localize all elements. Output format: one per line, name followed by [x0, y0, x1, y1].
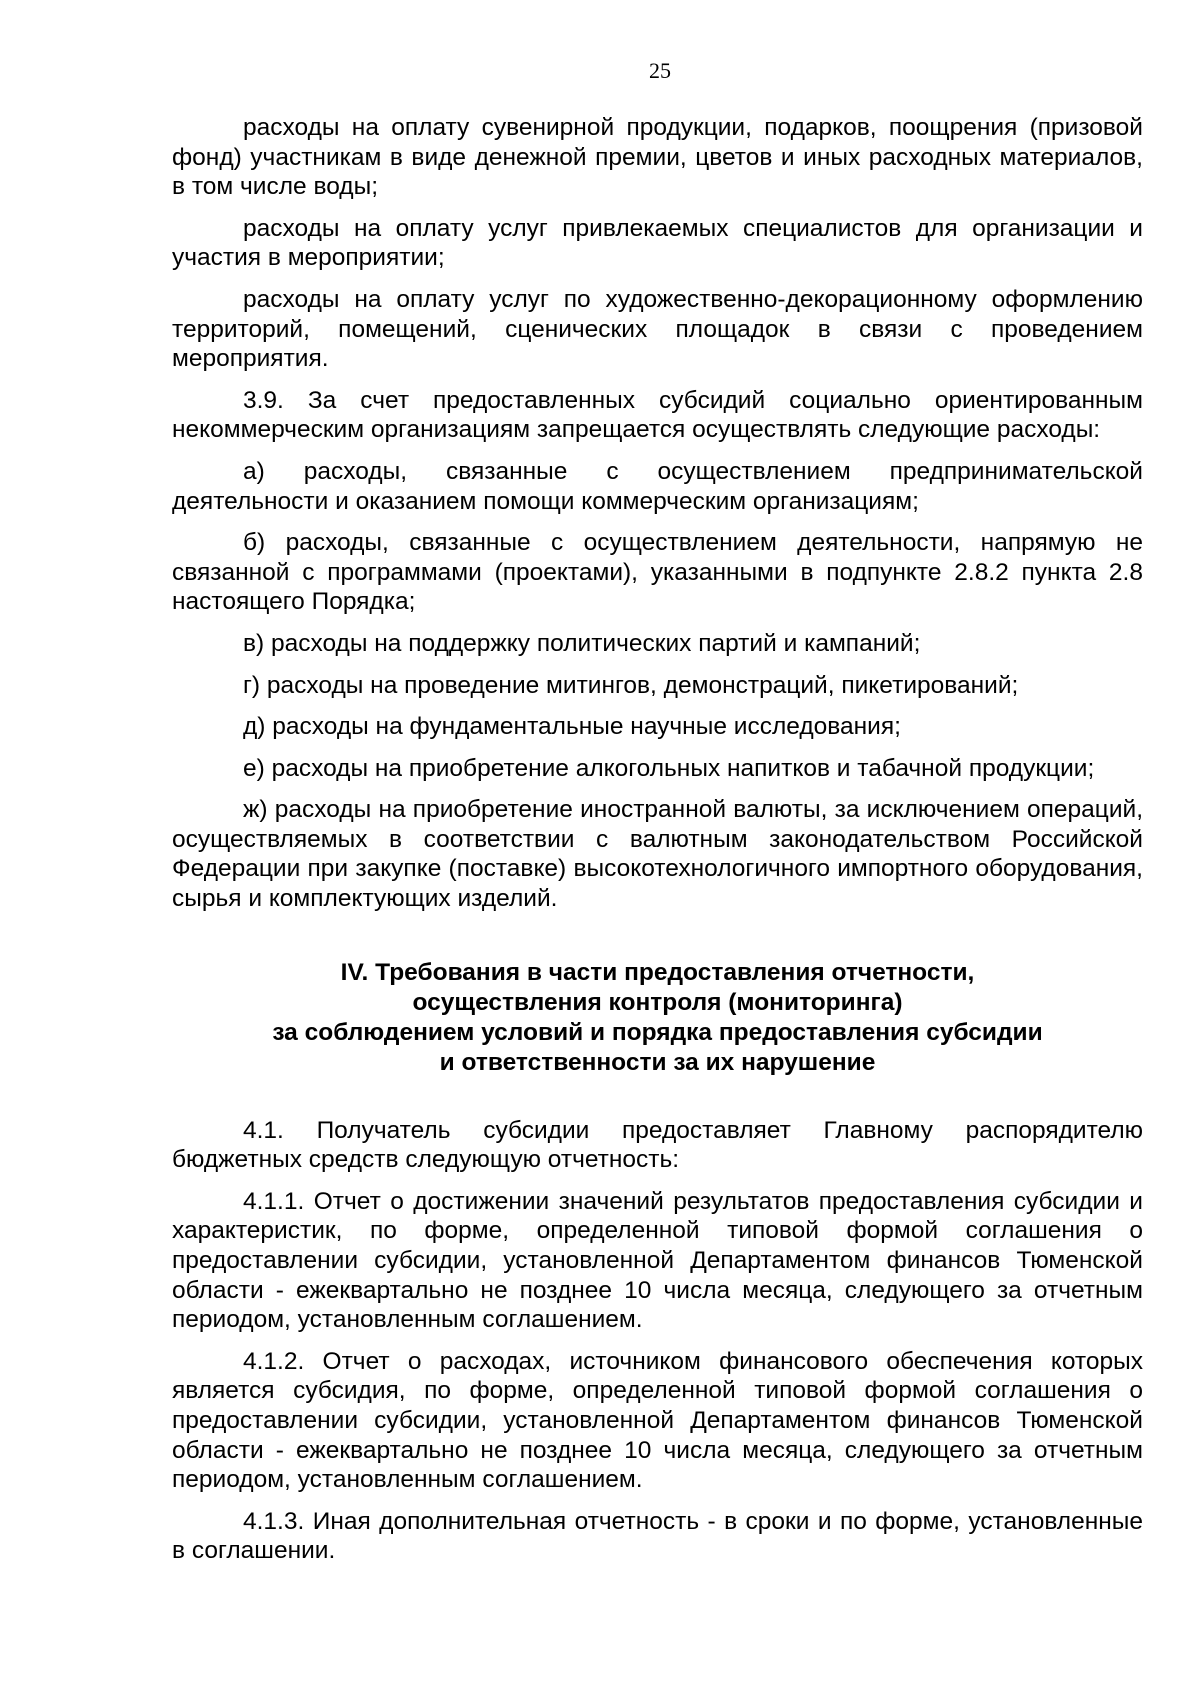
list-item-v: в) расходы на поддержку политических партий и кампаний; [243, 629, 921, 657]
paragraph-3-9: 3.9. За счет предоставленных субсидий социально ориентированным некоммерческим организациям запрещается осуществлять следующие расходы: [172, 386, 1143, 444]
list-item-a: а) расходы, связанные с осуществлением предпринимательской деятельности и оказанием помощи коммерческим организациям; [172, 457, 1143, 515]
paragraph-4-1: 4.1. Получатель субсидии предоставляет Главному распорядителю бюджетных средств следующую отчетность: [172, 1116, 1143, 1174]
list-item-b: б) расходы, связанные с осуществлением деятельности, напрямую не связанной с программами (проектами), указанными в подпункте 2.8.2 пункта 2.8 настоящего Порядка; [172, 529, 1143, 616]
paragraph-specialists-expenses: расходы на оплату услуг привлекаемых специалистов для организации и участия в мероприятии; [172, 214, 1143, 272]
paragraph-4-1-3: 4.1.3. Иная дополнительная отчетность - в сроки и по форме, установленные в соглашении. [172, 1507, 1143, 1565]
section-heading [172, 958, 1143, 1078]
section-heading-line: и ответственности за их нарушение [439, 1048, 876, 1076]
section-heading-line: осуществления контроля (мониторинга) [412, 988, 903, 1016]
paragraph-souvenir-expenses: расходы на оплату сувенирной продукции, подарков, поощрения (призовой фонд) участникам в виде денежной премии, цветов и иных расходных материалов, в том числе воды; [172, 114, 1143, 201]
paragraph-4-1-1: 4.1.1. Отчет о достижении значений результатов предоставления субсидии и характеристик, по форме, определенной типовой формой соглашения о предоставлении субсидии, установленной Департаментом финансов Тюменской области - ежеквартально не позднее 10 числа месяца, следующего за отчетным периодом, установленным соглашением. [172, 1187, 1143, 1334]
list-item-zh: ж) расходы на приобретение иностранной валюты, за исключением операций, осуществляемых в соответствии с валютным законодательством Российской Федерации при закупке (поставке) высокотехнологичного импортного оборудования, сырья и комплектующих изделий. [172, 796, 1143, 913]
document-body [172, 113, 1143, 1578]
section-heading-line: за соблюдением условий и порядка предоставления субсидии [272, 1018, 1043, 1046]
page-number: 25 [649, 58, 671, 83]
list-item-d: д) расходы на фундаментальные научные исследования; [243, 713, 901, 741]
paragraph-decoration-expenses: расходы на оплату услуг по художественно-декорационному оформлению территорий, помещений, сценических площадок в связи с проведением мероприятия. [172, 285, 1143, 373]
paragraph-4-1-2: 4.1.2. Отчет о расходах, источником финансового обеспечения которых является субсидия, по форме, определенной типовой формой соглашения о предоставлении субсидии, установленной Департаментом финансов Тюменской области - ежеквартально не позднее 10 числа месяца, следующего за отчетным периодом, установленным соглашением. [172, 1347, 1143, 1494]
section-heading-line: IV. Требования в части предоставления отчетности, [340, 958, 975, 986]
list-item-e: е) расходы на приобретение алкогольных напитков и табачной продукции; [243, 754, 1095, 782]
list-item-g: г) расходы на проведение митингов, демонстраций, пикетирований; [243, 671, 1019, 699]
